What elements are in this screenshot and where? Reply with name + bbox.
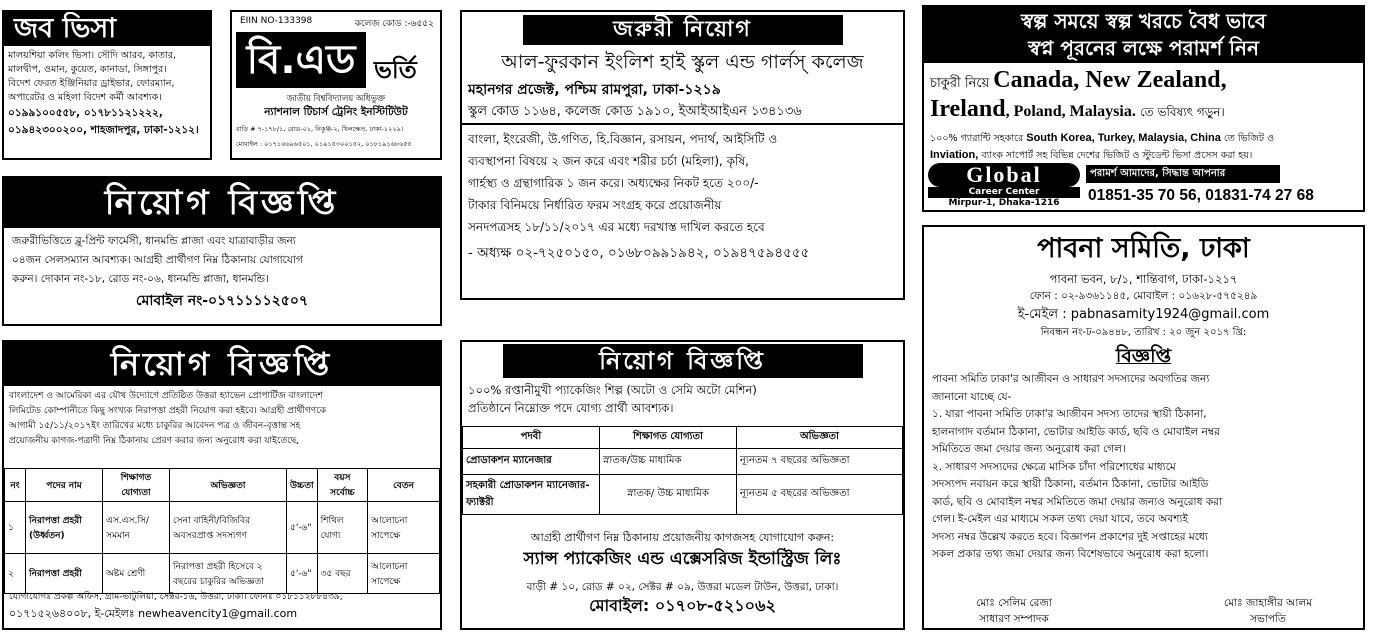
pabna-line: ১. যারা পাবনা সমিতি ঢাকা'র আজীবন সদস্য তাদের স্থায়ী ঠিকানা, xyxy=(932,408,1207,420)
niyog2-th: পদের নাম xyxy=(26,469,103,502)
niyog3-line: প্রতিষ্ঠানে নিম্নোক্ত পদে যোগ্য প্রার্থী আবশ্যক। xyxy=(468,401,674,415)
niyog2-cell: এস.এস.সি/ সমমান xyxy=(103,502,170,554)
niyog3-note: আগ্রহী প্রার্থীগণ নিম্ন ঠিকানায় প্রয়োজনীয় কাগজসহ যোগাযোগ করুন: xyxy=(530,531,835,544)
jaruri-line: টাকার বিনিময়ে নির্ধারিত ফরম সংগ্রহ করে প্রয়োজনীয় xyxy=(468,198,722,212)
ad-niyog-pharmacy xyxy=(2,176,442,326)
pabna-line: জানানো যাচ্ছে যে- xyxy=(932,390,1012,403)
global-countries2: , Poland, Malaysia. xyxy=(1005,103,1136,120)
niyog2-cell: সেনা বাহিনী/বিজিবির অবসরপ্রাপ্ত সদস্যগণ xyxy=(170,502,287,554)
niyog2-cell: শিথিল যোগ্য xyxy=(317,502,368,554)
pabna-sign1-name: মোঃ সেলিম রেজা xyxy=(976,597,1052,609)
niyog3-line: ১০০% রপ্তানীমুখী প্যাকেজিং শিল্প (অটো ও সেমি অটো মেশিন) xyxy=(468,383,757,397)
niyog3-mobile: মোবাইল: ০১৭০৮-৫২১০৬২ xyxy=(589,596,776,615)
ad-niyog-security xyxy=(2,340,442,630)
niyog2-contact: যোগাযোগঃ প্রকল্প অফিস, গ্রাম-ভাটুলিয়া, সেক্টর-১৬, উত্তরা, ঢাকা। ফোনঃ ০১৮১১২৮৮৪৩৯, xyxy=(9,592,343,602)
niyog3-cell: সহকারী প্রোডাকশন ম্যানেজার-ফ্যাক্টরী xyxy=(463,475,600,515)
jaruri-line: ব্যবস্থাপনা বিষয়ে ২ জন করে এবং শরীর চর্চা (মহিলা), কৃষি, xyxy=(468,154,749,168)
bed-college-code: কলেজ কোড :-৬৫৫২ xyxy=(354,19,434,29)
ad-bed xyxy=(230,10,442,160)
pabna-sign2-name: মোঃ জাহাঙ্গীর আলম xyxy=(1223,597,1313,609)
job-visa-line: বিদেশ ফেরত ইঞ্জিনিয়ার ড্রাইভার, ফোরম্যান, xyxy=(8,78,175,89)
global-ireland: Ireland xyxy=(930,96,1006,122)
global-guarantee-suffix: তে ভিজিট ও xyxy=(1223,133,1275,144)
global-headline1: স্বল্প সময়ে স্বল্প খরচে বৈধ ভাবে xyxy=(1020,9,1267,33)
bed-institute: ন্যাশনাল টিচার্স ট্রেনিং ইনস্টিটিউট xyxy=(264,106,408,118)
niyog1-line: করুন। দোকান নং-১৮, রোড নং-০৬, ধানমন্ডি প্লাজা, ধানমন্ডি। xyxy=(12,273,269,285)
global-guarantee-prefix: ১০০% গ্যারান্টি সহকারে xyxy=(930,133,1024,144)
pabna-heading: বিজ্ঞপ্তি xyxy=(1115,345,1172,367)
niyog2-line: প্রয়োজনীয় কাগজ-পত্রাদী নিম্ন ঠিকানায় প্রেরণ করার জন্য অনুরোধ করা যাইতেছে, xyxy=(9,436,300,446)
ad-job-visa-title: জব ভিসা xyxy=(4,12,210,46)
niyog2-line: লিমিটেড কোম্পানীতে কিছু সংখ্যক নিরাপত্তা প্রহরী নিয়োগ করা হইবে। আগ্রহী প্রার্থীগণকে xyxy=(9,406,327,416)
niyog2-cell: ৫'-৬" xyxy=(287,554,318,594)
niyog2-cell: নিরাপত্তা প্রহরী (উর্ধ্বতন) xyxy=(26,502,103,554)
pabna-line: সদস্য নম্বর উল্লেখ করতে হবে। বিজ্ঞাপন প্রকাশের দুই সপ্তাহের মধ্যে xyxy=(932,530,1208,543)
pabna-sign2-title: সভাপতি xyxy=(1250,613,1286,625)
niyog1-line: ০৪জন সেলসম্যান আবশ্যক। আগ্রহী প্রার্থীগণ নিম্ন ঠিকানায় যোগাযোগ xyxy=(12,254,303,266)
ad-jaruri-niyog xyxy=(460,10,905,300)
bed-address: বাড়ি # ৭-১৭৮/১, রোড-০১, নিকুঞ্জ-২, খিলক্ষেত, ঢাকা-১২২৯। xyxy=(236,125,404,133)
niyog2-cell: ১ xyxy=(5,502,26,554)
job-visa-phones: ০১৯৯১০০৫৫৮, ০১৭৮১১২১২২২, xyxy=(8,107,163,119)
niyog1-mobile: মোবাইল নং-০১৭১১১১২৫০৭ xyxy=(135,293,309,309)
pabna-line: কার্ড, ছবি ও মোবাইল নম্বর সমিতিতে জমা দেয়ার জন্যও অনুরোধ করা xyxy=(932,495,1222,508)
ad-global-career xyxy=(922,5,1365,212)
global-phones: 01851-35 70 56, 01831-74 27 68 xyxy=(1088,187,1314,204)
niyog2-cell: আলোচনা সাপেক্ষে xyxy=(368,502,440,554)
pabna-line: হালনাগাদ বর্তমান ঠিকানা, ভোটার আইডি কার্ড, ছবি ও মোবাইল নম্বর xyxy=(932,425,1220,438)
jaruri-address: মহানগর প্রজেক্ট, পশ্চিম রামপুরা, ঢাকা-১২১৯ xyxy=(468,82,721,98)
jaruri-school: আল-ফুরকান ইংলিশ হাই স্কুল এন্ড গার্লস্ কলেজ xyxy=(501,51,864,73)
niyog2-cell: নিরাপত্তা প্রহরী হিসেবে ২ বছরের চাকুরির অভিজ্ঞতা xyxy=(170,554,287,594)
pabna-line: সকল প্রকার তথ্য জমা দেয়ার জন্য বিশেষভাবে অনুরোধ করা হলো। xyxy=(932,548,1209,560)
niyog2-email: ০১৭১৫২৬৪০০৮, ই-মেইলঃ newheavencity1@gmail.com xyxy=(9,607,298,620)
jaruri-line: বাংলা, ইংরেজী, উ.গণিত, হি.বিজ্ঞান, রসায়ন, পদার্থ, আইসিটি ও xyxy=(468,132,778,146)
ad-pabna-samity xyxy=(922,225,1365,630)
niyog3-table xyxy=(462,426,903,515)
niyog2-table xyxy=(4,468,440,594)
bed-title: বি.এড xyxy=(236,32,366,88)
pabna-line: সমিতিতে জমা দেয়ার জন্য অনুরোধ করা গেল। xyxy=(932,443,1126,455)
global-headline-block xyxy=(924,7,1363,63)
niyog3-title: নিয়োগ বিজ্ঞপ্তি xyxy=(503,344,863,378)
global-logo-sub: Career Center xyxy=(928,187,1080,198)
global-invitation-rest: ব্যাংক সাপোর্ট সহ বিভিন্ন দেশের ভিজিট ও স্টুডেন্ট ভিসা প্রসেস করা হয়। xyxy=(981,150,1253,161)
global-headline2: স্বপ্ন পূরনের লক্ষে পরামর্শ নিন xyxy=(1028,36,1259,60)
niyog2-th: উচ্চতা xyxy=(287,469,318,502)
job-visa-line: মালয়শিয়া কলিং ভিসা। সৌদি আরব, কাতার, xyxy=(8,50,176,61)
job-visa-line: মালদ্বীপ, ওমান, কুয়েত, কানাডা, সিঙ্গাপুর। xyxy=(8,64,167,75)
niyog3-cell: স্নাতক/ উচ্চ মাধ্যমিক xyxy=(600,475,737,515)
jaruri-line: সনদপত্রসহ ১৮/১১/২০১৭ এর মধ্যে দরখাস্ত দাখিল করতে হবে xyxy=(468,220,765,234)
global-guarantee-countries: South Korea, Turkey, Malaysia, China xyxy=(1026,132,1221,144)
bed-mobile: মোবাইল : ০১৭১৬৬৯৬৫০১, ০১৯১৫৩০০১৫২, ০১৮১৯১৬৮৬৫৫ xyxy=(236,140,412,148)
bed-admission: ভর্তি xyxy=(374,56,417,84)
global-countries1: Canada, New Zealand, xyxy=(993,67,1227,93)
niyog3-cell: প্রোডাকশন ম্যানেজার xyxy=(463,449,600,475)
niyog1-title: নিয়োগ বিজ্ঞপ্তি xyxy=(4,178,440,228)
pabna-phone: ফোন : ০২-৯৩৬১১৪৫, মোবাইল : ০১৬২৮-৫৭৫২৪৯ xyxy=(1029,290,1258,302)
niyog2-line: আগামী ১৫/১১/২০১৭ইং তারিখের মধ্যে চাকুরির আবেদন পত্র ও জীবন-বৃত্তান্ত সহ xyxy=(9,421,301,431)
jaruri-contact: - অধ্যক্ষ ০২-৭২৫০১৫০, ০১৬৮০৯৯১৯৪২, ০১৯৪৭৫৯৪৫৫৫ xyxy=(468,245,810,261)
niyog2-title: নিয়োগ বিজ্ঞপ্তি xyxy=(4,342,440,386)
niyog3-cell: স্নাতক/উচ্চ মাধ্যমিক xyxy=(600,449,737,475)
niyog2-line: বাংলাদেশ ও আমেরিকা এর যৌথ উদ্যোগে প্রতিষ্ঠিত উত্তরা হ্যাভেন প্রোপার্টিজ বাংলাদেশ xyxy=(9,391,323,401)
niyog3-address: বাড়ী # ১০, রোড # ০২, সেক্টর # ০৯, উত্তরা মডেল টাউন, উত্তরা, ঢাকা। xyxy=(526,581,839,593)
pabna-line: ২. সাধারণ সদস্যদের ক্ষেত্রে মাসিক চাঁদা পরিশোধের মাধ্যমে xyxy=(932,460,1176,473)
niyog3-cell: ন্যূনতম ৭ বছরের অভিজ্ঞতা xyxy=(737,449,903,475)
global-future: তে ভবিষ্যৎ গড়ুন। xyxy=(1139,105,1225,119)
niyog2-cell: আলোচনা সাপেক্ষে xyxy=(368,554,440,594)
niyog3-th: অভিজ্ঞতা xyxy=(737,427,903,449)
niyog2-th: শিক্ষাগত যোগ্যতা xyxy=(103,469,170,502)
ad-job-visa xyxy=(2,10,212,160)
niyog3-cell: ন্যূনতম ৫ বছরের অভিজ্ঞতা xyxy=(737,475,903,515)
niyog2-th: বয়স সর্বোচ্চ xyxy=(317,469,368,502)
job-visa-line: অপারেটর ও মহিলা বিদেশ কর্মী আবশ্যক। xyxy=(8,92,162,103)
niyog2-cell: অষ্টম শ্রেণী xyxy=(103,554,170,594)
bed-eiin: EIIN NO-133398 xyxy=(240,16,313,26)
niyog2-th: অভিজ্ঞতা xyxy=(170,469,287,502)
niyog2-cell: নিরাপত্তা প্রহরী xyxy=(26,554,103,594)
pabna-line: পাবনা সমিতি ঢাকা'র আজীবন ও সাধারণ সদস্যদের অবগতির জন্য xyxy=(932,373,1210,385)
pabna-signature-1 xyxy=(934,595,1094,627)
niyog2-cell: ৩৫ বছর xyxy=(317,554,368,594)
pabna-title: পাবনা সমিতি, ঢাকা xyxy=(1037,233,1250,264)
niyog2-cell: ২ xyxy=(5,554,26,594)
jaruri-title: জরুরী নিয়োগ xyxy=(523,15,843,45)
ad-niyog-packaging xyxy=(460,340,905,630)
global-invitation: Inviation, xyxy=(930,149,979,161)
niyog3-th: শিক্ষাগত যোগ্যতা xyxy=(600,427,737,449)
global-slogan: পরামর্শ আমাদের, সিদ্ধান্ত আপনার xyxy=(1086,165,1280,183)
niyog3-company: স্যান্স প্যাকেজিং এন্ড এক্সেসরিজ ইন্ডাস্ট্রিজ লিঃ xyxy=(523,549,842,569)
job-visa-address: ০১৯৪২৩০০২০০, শাহজাদপুর, ঢাকা-১২১২। xyxy=(8,124,199,136)
pabna-email: ই-মেইল : pabnasamity1924@gmail.com xyxy=(1017,307,1270,322)
global-logo-address: Mirpur-1, Dhaka-1216 xyxy=(948,198,1060,208)
bed-affiliation: জাতীয় বিশ্ববিদ্যালয় অধিভুক্ত xyxy=(286,94,386,104)
pabna-sign1-title: সাধারণ সম্পাদক xyxy=(979,613,1049,625)
global-jobs-prefix: চাকুরী নিয়ে xyxy=(930,76,990,91)
jaruri-codes: স্কুল কোড ১১৬৪, কলেজ কোড ১৯১০, ইআইআইএন ১৩৪১৩৬ xyxy=(468,104,802,119)
niyog2-cell: ৫'-৬" xyxy=(287,502,318,554)
pabna-reg: নিবন্ধন নং-ঢ-০৯৪৪৮, তারিখ : ২০ জুন ২০১৭ খ্রি: xyxy=(1040,327,1247,338)
niyog2-th: নং xyxy=(5,469,26,502)
niyog3-th: পদবী xyxy=(463,427,600,449)
niyog1-line: জরুরীভিত্তিতে ব্লু-প্রিন্ট ফার্মেসী, ধানমন্ডি প্লাজা এবং যাত্রাবাড়ীর জন্য xyxy=(12,235,296,247)
niyog2-th: বেতন xyxy=(368,469,440,502)
pabna-signature-2 xyxy=(1183,595,1353,627)
global-logo xyxy=(928,163,1080,209)
pabna-line: সদস্যপদ নবায়ন করে স্থায়ী ঠিকানা, বর্তমান ঠিকানা, ভোটার আইডি xyxy=(932,478,1209,490)
global-logo-name: Global xyxy=(928,163,1080,187)
pabna-line: গেল। ই-মেইল এর মাধ্যমে সকল তথ্য দেয়া যাবে, তবে অবশ্যই xyxy=(932,513,1188,525)
pabna-address: পাবনা ভবন, ৮/১, শান্তিবাগ, ঢাকা-১২১৭ xyxy=(1049,272,1238,286)
jaruri-line: গার্হস্থ্য ও গ্রন্থাগারিক ১ জন করে। অধ্যক্ষের নিকট হতে ২০০/- xyxy=(468,176,759,190)
